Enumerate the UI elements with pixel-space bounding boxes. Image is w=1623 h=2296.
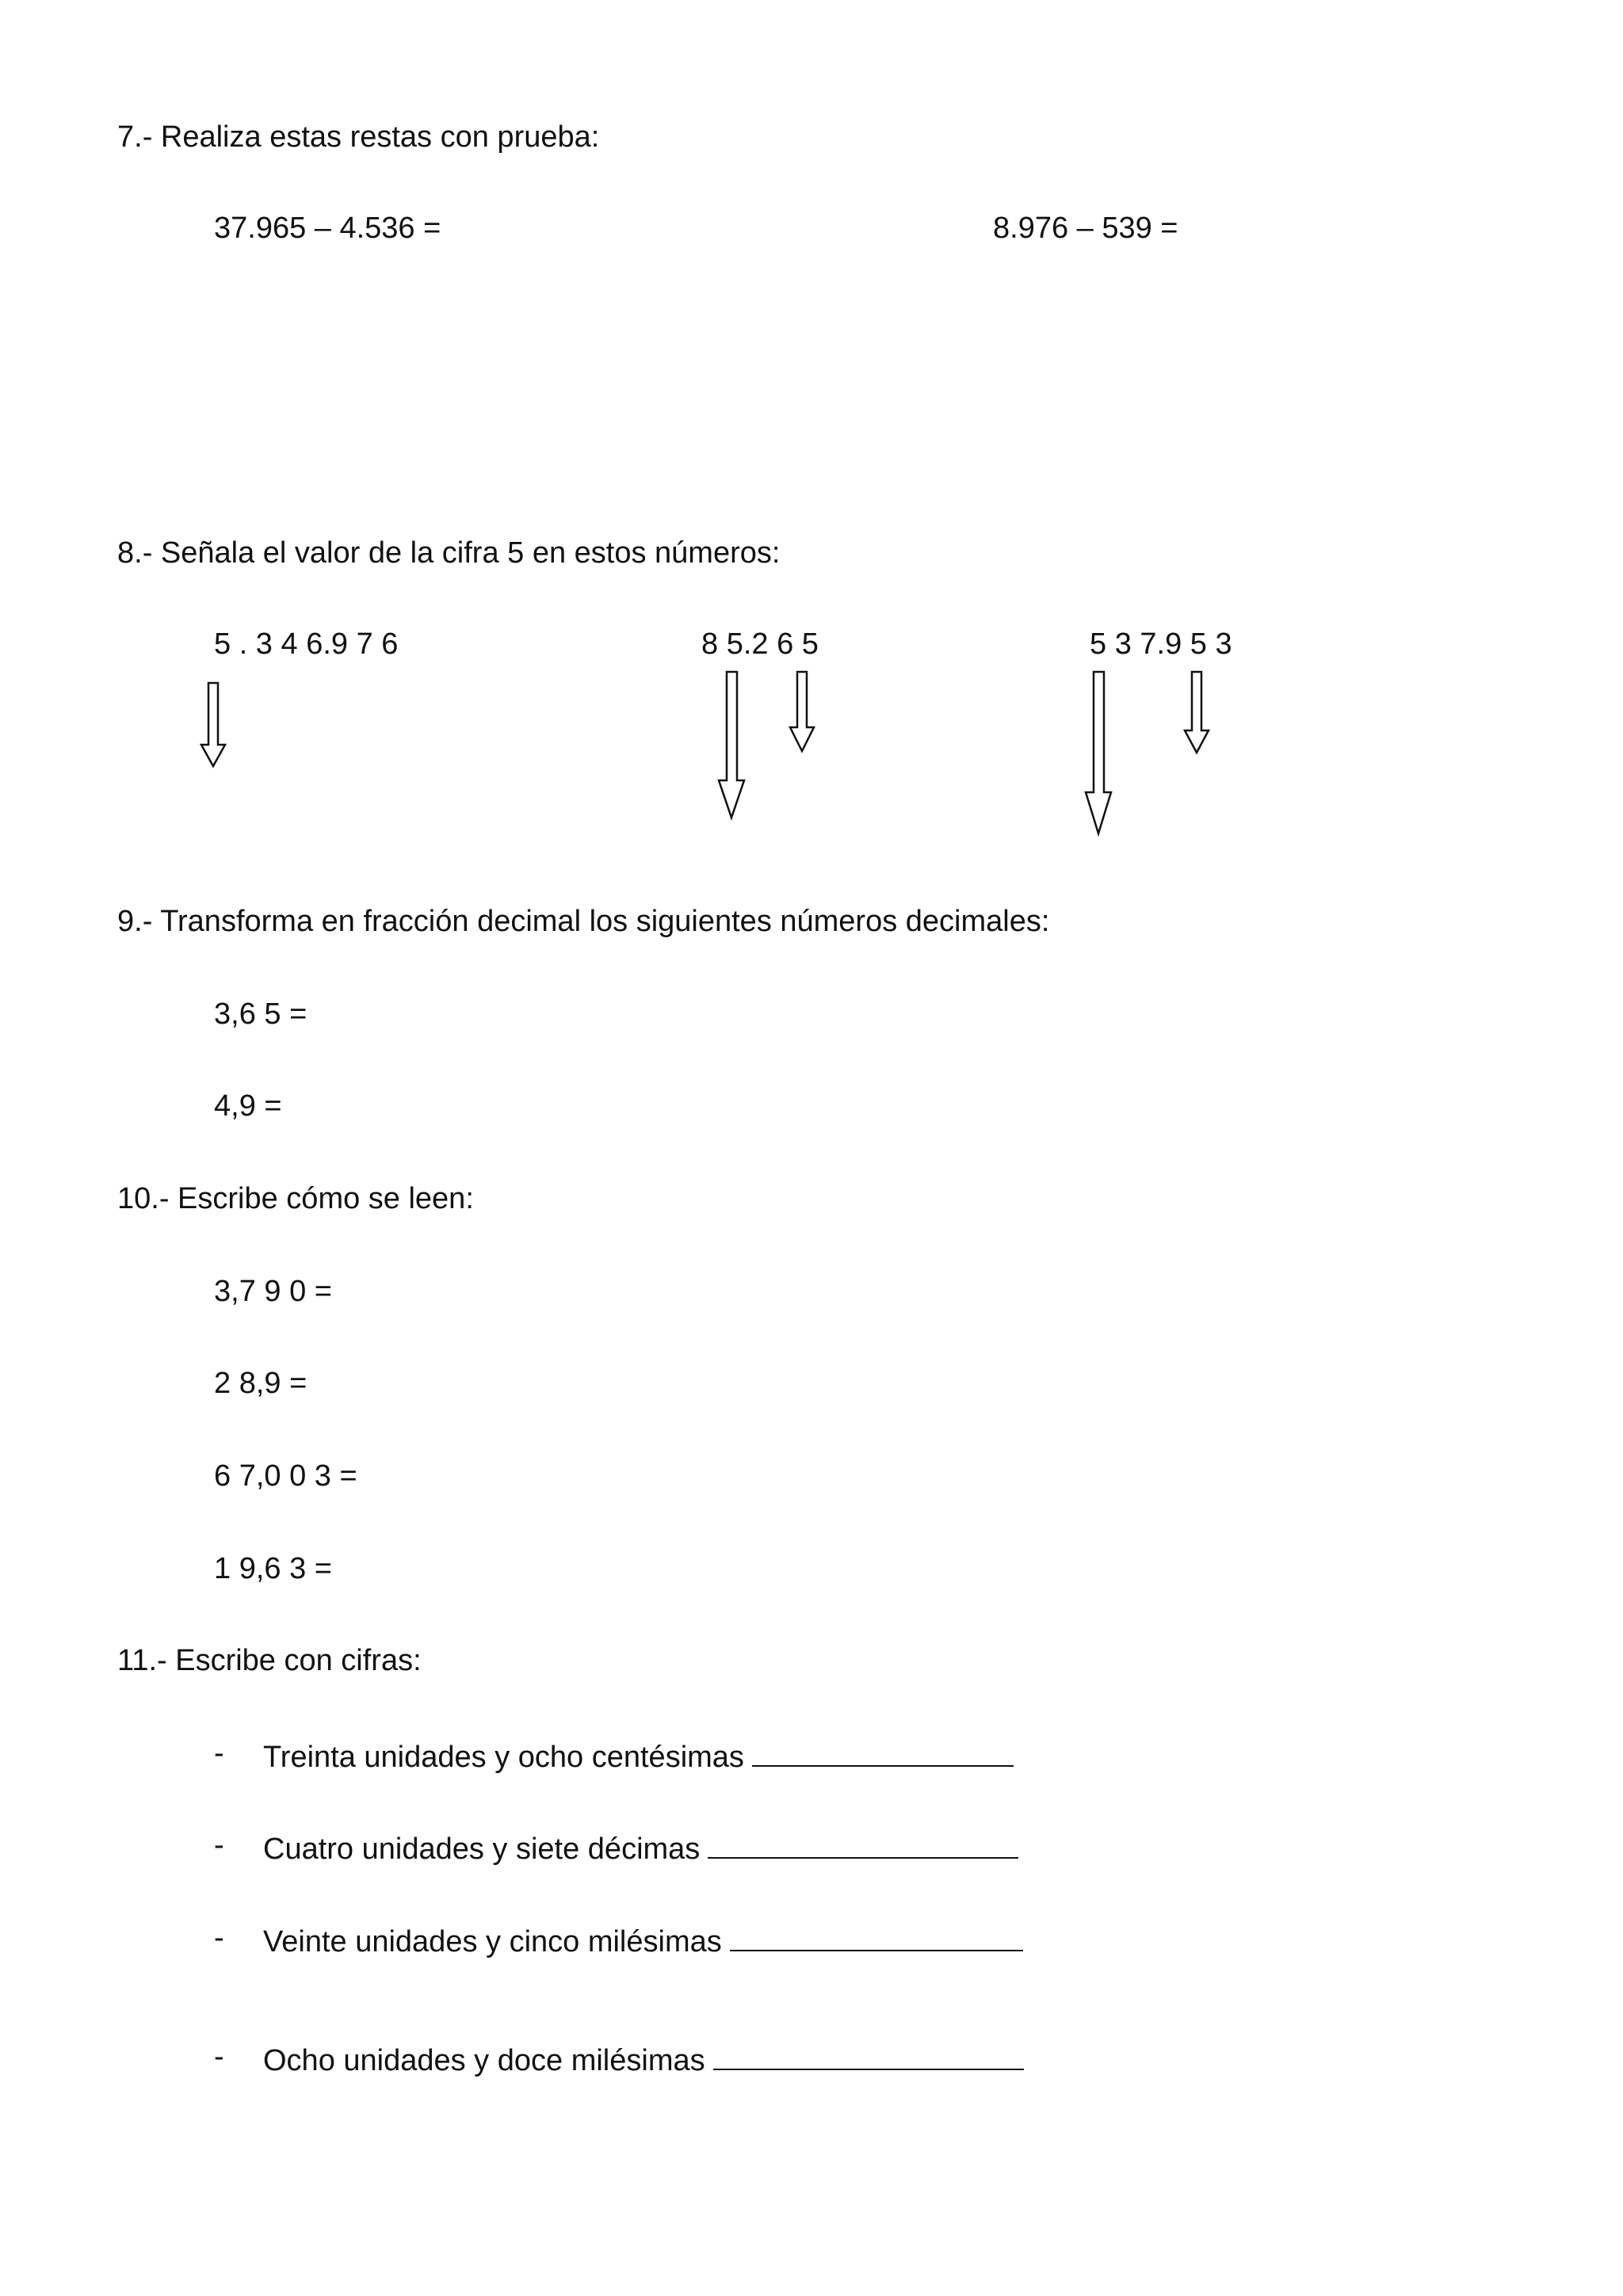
down-arrow-icon (201, 683, 225, 766)
down-arrow-icon (790, 672, 814, 751)
down-arrow-icon (1086, 672, 1111, 833)
q9-item-1: 3,6 5 = (214, 997, 307, 1031)
q9-title: 9.- Transforma en fracción decimal los siguientes números decimales: (117, 905, 1050, 938)
q7-subtraction-1: 37.965 – 4.536 = (214, 212, 441, 245)
q8-number-2: 8 5.2 6 5 (701, 627, 819, 661)
q10-item-4: 1 9,6 3 = (214, 1552, 332, 1585)
answer-blank[interactable] (713, 2039, 1024, 2070)
answer-blank[interactable] (708, 1827, 1018, 1859)
q11-bullet: - (214, 1829, 224, 1862)
q7-subtraction-2: 8.976 – 539 = (993, 212, 1178, 245)
q11-item-label: Ocho unidades y doce milésimas (263, 2044, 705, 2077)
q7-title: 7.- Realiza estas restas con prueba: (117, 120, 600, 154)
q10-item-3: 6 7,0 0 3 = (214, 1459, 357, 1493)
answer-blank[interactable] (752, 1735, 1014, 1767)
q11-bullet: - (214, 1921, 224, 1955)
q10-title: 10.- Escribe cómo se leen: (117, 1182, 474, 1215)
q11-bullet: - (214, 1737, 224, 1770)
q8-title: 8.- Señala el valor de la cifra 5 en estos números: (117, 536, 781, 570)
down-arrow-icon (719, 672, 744, 818)
down-arrow-icon (1185, 672, 1209, 753)
q8-number-1: 5 . 3 4 6.9 7 6 (214, 627, 399, 661)
q10-item-2: 2 8,9 = (214, 1367, 307, 1400)
q11-item-4 (263, 2039, 1024, 2079)
q11-item-1 (263, 1735, 1014, 1775)
q11-item-label: Cuatro unidades y siete décimas (263, 1833, 701, 1866)
answer-blank[interactable] (730, 1920, 1023, 1951)
q11-item-label: Veinte unidades y cinco milésimas (263, 1925, 722, 1958)
q11-item-2 (263, 1827, 1018, 1867)
q11-item-label: Treinta unidades y ocho centésimas (263, 1741, 744, 1774)
q11-title: 11.- Escribe con cifras: (117, 1644, 422, 1677)
q11-item-3 (263, 1920, 1023, 1960)
q9-item-2: 4,9 = (214, 1089, 282, 1123)
q11-bullet: - (214, 2040, 224, 2073)
q8-number-3: 5 3 7.9 5 3 (1090, 627, 1232, 661)
q10-item-1: 3,7 9 0 = (214, 1275, 332, 1308)
